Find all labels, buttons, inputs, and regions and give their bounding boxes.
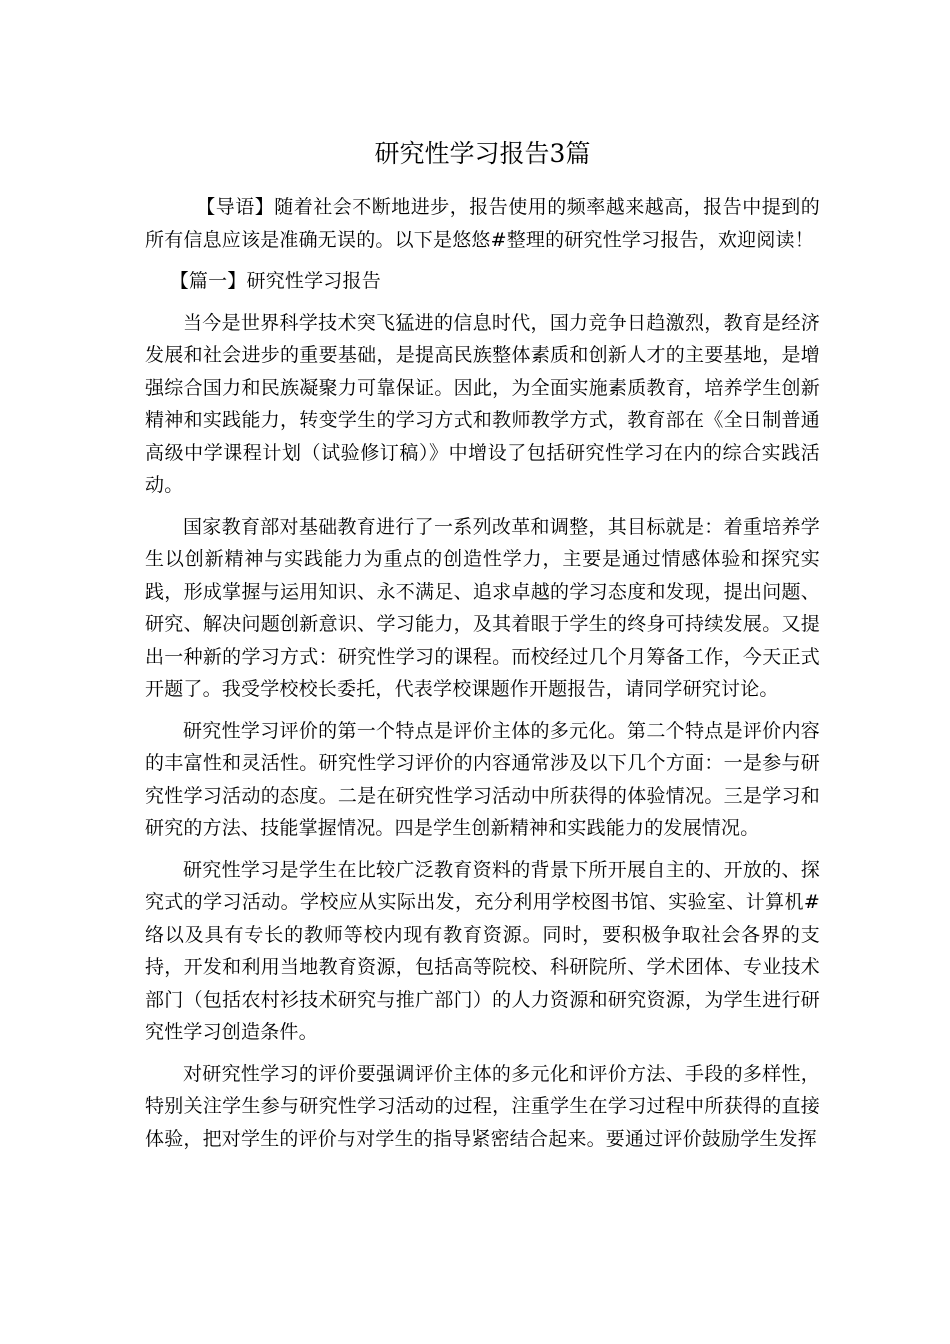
body-paragraph: 国家教育部对基础教育进行了一系列改革和调整，其目标就是：着重培养学生以创新精神与实践能力为重点的创造性学力，主要是通过情感体验和探究实践，形成掌握与运用知识、永不满足、追求卓越的学习态度和发现，提出问题、研究、解决问题创新意识、学习能力，及其着眼于学生的终身可持续发展。又提出一种新的学习方式：研究性学习的课程。而校经过几个月筹备工作，今天正式开题了。我受学校校长委托，代表学校课题作开题报告，请同学研究讨论。 xyxy=(145,515,820,700)
section-heading: 【篇一】研究性学习报告 xyxy=(169,270,381,292)
body-paragraph: 当今是世界科学技术突飞猛进的信息时代，国力竞争日趋激烈，教育是经济发展和社会进步的重要基础，是提高民族整体素质和创新人才的主要基地，是增强综合国力和民族凝聚力可靠保证。因此，为全面实施素质教育，培养学生创新精神和实践能力，转变学生的学习方式和教师教学方式，教育部在《全日制普通高级中学课程计划（试验修订稿）》中增设了包括研究性学习在内的综合实践活动。 xyxy=(145,311,820,496)
body-paragraph: 对研究性学习的评价要强调评价主体的多元化和评价方法、手段的多样性，特别关注学生参与研究性学习活动的过程，注重学生在学习过程中所获得的直接体验，把对学生的评价与对学生的指导紧密结合起来。要通过评价鼓励学生发挥 xyxy=(145,1062,820,1150)
document-body xyxy=(145,191,820,1164)
document-title: 研究性学习报告3篇 xyxy=(374,139,591,168)
intro-paragraph: 【导语】随着社会不断地进步，报告使用的频率越来越高，报告中提到的所有信息应该是准确无误的。以下是悠悠#整理的研究性学习报告，欢迎阅读！ xyxy=(145,196,820,251)
body-paragraph: 研究性学习评价的第一个特点是评价主体的多元化。第二个特点是评价内容的丰富性和灵活性。研究性学习评价的内容通常涉及以下几个方面：一是参与研究性学习活动的态度。二是在研究性学习活动中所获得的体验情况。三是学习和研究的方法、技能掌握情况。四是学生创新精神和实践能力的发展情况。 xyxy=(145,719,820,839)
body-paragraph: 研究性学习是学生在比较广泛教育资料的背景下所开展自主的、开放的、探究式的学习活动。学校应从实际出发，充分利用学校图书馆、实验室、计算机#络以及具有专长的教师等校内现有教育资源。同时，要积极争取社会各界的支持，开发和利用当地教育资源，包括高等院校、科研院所、学术团体、专业技术部门（包括农村衫技术研究与推广部门）的人力资源和研究资源，为学生进行研究性学习创造条件。 xyxy=(145,858,820,1043)
